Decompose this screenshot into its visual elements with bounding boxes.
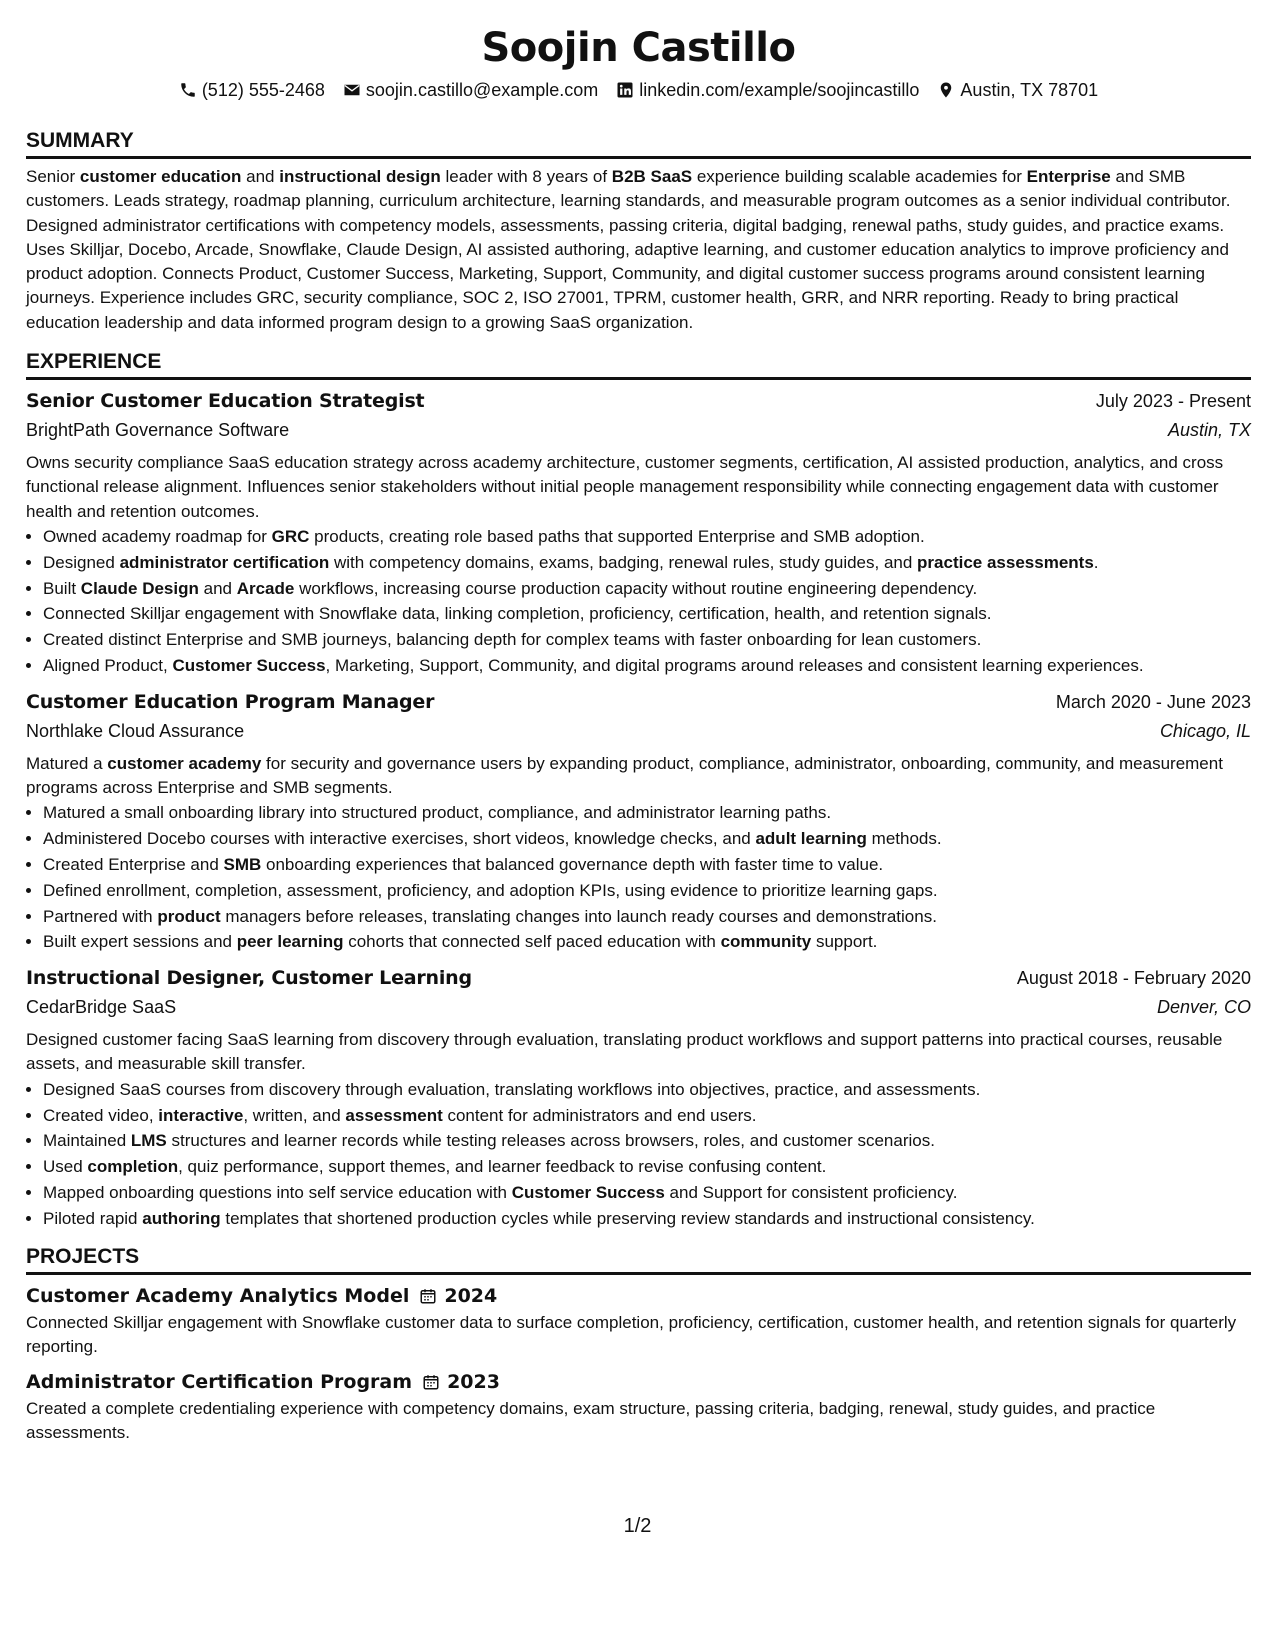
job-subheader (26, 992, 1251, 1022)
text-run: . (1093, 552, 1099, 572)
email-text: soojin.castillo@example.com (365, 80, 599, 100)
job-title: Customer Education Program Manager (26, 690, 435, 713)
job-header (26, 386, 1251, 416)
text-run: Owned academy roadmap for (43, 526, 272, 546)
bold-text: adult learning (755, 829, 867, 849)
text-run: Designed SaaS courses from discovery through evaluation, translating workflows into objectives, practice, and assessments. (43, 1079, 981, 1099)
bullet-item (43, 929, 1251, 955)
text-run: Created distinct Enterprise and SMB journeys, balancing depth for complex teams with faster onboarding for lean customers. (43, 630, 982, 650)
company-name: BrightPath Governance Software (26, 420, 290, 441)
text-run: Built expert sessions and (43, 932, 237, 952)
bold-text: customer education (79, 167, 242, 186)
text-run: Senior (26, 167, 80, 186)
text-run: and Support for consistent proficiency. (664, 1182, 958, 1202)
text-run: Piloted rapid (43, 1208, 143, 1228)
text-run: and (241, 167, 280, 186)
job-entry (26, 386, 1251, 679)
job-location: Chicago, IL (1159, 720, 1251, 741)
bold-text: practice assessments (917, 552, 1094, 572)
text-run: content for administrators and end users. (442, 1105, 757, 1125)
text-run: managers before releases, translating changes into launch ready courses and demonstrations. (220, 906, 937, 926)
job-location: Denver, CO (1156, 997, 1251, 1018)
text-run: workflows, increasing course production capacity without routine engineering dependency. (294, 578, 978, 598)
bold-text: LMS (130, 1131, 167, 1151)
bold-text: SMB (223, 854, 262, 874)
text-run: support. (811, 932, 878, 952)
text-run: Created video, (43, 1105, 159, 1125)
projects-section (26, 1244, 1251, 1446)
job-entry (26, 963, 1251, 1231)
contact-location (937, 78, 1098, 102)
job-location: Austin, TX (1167, 420, 1251, 441)
job-list (26, 386, 1251, 1231)
bullet-item (43, 904, 1251, 930)
text-run: structures and learner records while testing releases across browsers, roles, and customer scenarios. (166, 1131, 935, 1151)
map-pin-icon (937, 81, 955, 99)
bold-text: instructional design (279, 167, 441, 186)
text-run: , quiz performance, support themes, and learner feedback to revise confusing content. (178, 1157, 827, 1177)
text-run: , written, and (243, 1105, 346, 1125)
phone-text: (512) 555-2468 (201, 80, 325, 100)
bullet-item (43, 878, 1251, 904)
text-run: Connected Skilljar engagement with Snowflake data, linking completion, proficiency, certification, health, and retention signals. (43, 604, 992, 624)
bold-text: Customer Success (511, 1182, 665, 1202)
experience-section (26, 349, 1251, 1231)
project-entry (26, 1281, 1251, 1360)
text-run: Used (43, 1157, 88, 1177)
bold-text: Customer Success (172, 655, 326, 675)
linkedin-icon (616, 81, 634, 99)
text-run: for security and governance users by expanding product, compliance, administrator, onboarding, community, and measurement programs across Enterprise and SMB segments. (26, 753, 1223, 798)
bullet-item (43, 1103, 1251, 1129)
bold-text: administrator certification (119, 552, 330, 572)
job-title: Senior Customer Education Strategist (26, 390, 425, 413)
project-header (26, 1281, 1251, 1311)
bullet-item (43, 1180, 1251, 1206)
job-header (26, 963, 1251, 993)
resume-page (26, 0, 1251, 1446)
job-entry (26, 687, 1251, 955)
text-run: products, creating role based paths that supported Enterprise and SMB adoption. (309, 526, 925, 546)
text-run: Matured a small onboarding library into structured product, compliance, and administrator learning paths. (43, 803, 832, 823)
project-entry (26, 1367, 1251, 1446)
project-year (422, 1367, 500, 1397)
bold-text: GRC (271, 526, 310, 546)
bold-text: completion (87, 1157, 179, 1177)
bold-text: assessment (345, 1105, 443, 1125)
text-run: Mapped onboarding questions into self service education with (43, 1182, 512, 1202)
phone-icon (179, 81, 197, 99)
text-run: Partnered with (43, 906, 158, 926)
bullet-item (43, 826, 1251, 852)
bullet-list (26, 524, 1251, 679)
text-run: leader with 8 years of (440, 167, 612, 186)
bullet-item (43, 653, 1251, 679)
bold-text: Enterprise (1026, 167, 1111, 186)
bold-text: community (720, 932, 812, 952)
text-run: onboarding experiences that balanced governance depth with faster time to value. (261, 854, 884, 874)
bold-text: B2B SaaS (611, 167, 693, 186)
text-run: cohorts that connected self paced education with (343, 932, 721, 952)
project-year (419, 1281, 497, 1311)
text-run: Owns security compliance SaaS education strategy across academy architecture, customer segments, certification, AI assisted production, analytics, and cross functional release alignment. Influences senior stakeholders without initial people management responsibility while connecting engagement data with customer health and retention outcomes. (26, 453, 1224, 521)
bullet-item (43, 852, 1251, 878)
contact-bar (26, 78, 1251, 102)
job-description (26, 451, 1251, 524)
bold-text: authoring (142, 1208, 221, 1228)
project-year-text: 2024 (444, 1284, 498, 1307)
section-title: EXPERIENCE (26, 349, 1251, 380)
project-list (26, 1281, 1251, 1446)
bullet-item (43, 601, 1251, 627)
text-run: Maintained (43, 1131, 131, 1151)
bullet-item (43, 1154, 1251, 1180)
text-run: with competency domains, exams, badging, renewal rules, study guides, and (329, 552, 918, 572)
candidate-name: Soojin Castillo (481, 25, 796, 71)
bullet-item (43, 1128, 1251, 1154)
page-number: 1/2 (623, 1515, 652, 1537)
text-run: Defined enrollment, completion, assessment, proficiency, and adoption KPIs, using evidence to prioritize learning gaps. (43, 880, 938, 900)
job-subheader (26, 415, 1251, 445)
bullet-item (43, 550, 1251, 576)
job-dates: March 2020 - June 2023 (1055, 691, 1251, 712)
bullet-item (43, 800, 1251, 826)
company-name: Northlake Cloud Assurance (26, 720, 245, 741)
job-title: Instructional Designer, Customer Learning (26, 967, 472, 990)
bullet-item (43, 1077, 1251, 1103)
project-name: Customer Academy Analytics Model (26, 1284, 410, 1307)
job-header (26, 687, 1251, 717)
text-run: Built (43, 578, 81, 598)
bold-text: interactive (158, 1105, 244, 1125)
text-run: Matured a (26, 753, 108, 773)
job-description (26, 752, 1251, 801)
bullet-item (43, 524, 1251, 550)
section-title: SUMMARY (26, 128, 1251, 159)
project-description: Connected Skilljar engagement with Snowflake customer data to surface completion, proficiency, certification, customer health, and retention signals for quarterly reporting. (26, 1312, 1237, 1356)
bullet-list (26, 800, 1251, 955)
linkedin-text: linkedin.com/example/soojincastillo (639, 80, 920, 100)
summary-text (26, 165, 1251, 335)
section-title: PROJECTS (26, 1244, 1251, 1275)
job-dates: August 2018 - February 2020 (1016, 968, 1251, 989)
bold-text: customer academy (107, 753, 262, 773)
text-run: templates that shortened production cycles while preserving review standards and instructional consistency. (220, 1208, 1035, 1228)
bold-text: product (157, 906, 221, 926)
project-name: Administrator Certification Program (26, 1371, 413, 1394)
text-run: Designed (43, 552, 120, 572)
text-run: methods. (866, 829, 942, 849)
bullet-item (43, 576, 1251, 602)
envelope-icon (343, 81, 361, 99)
bullet-item (43, 1206, 1251, 1232)
project-description: Created a complete credentialing experience with competency domains, exam structure, passing criteria, badging, renewal, study guides, and practice assessments. (26, 1399, 1156, 1443)
calendar-icon (419, 1287, 437, 1305)
text-run: Created Enterprise and (43, 854, 224, 874)
bold-text: Claude Design (80, 578, 199, 598)
contact-email[interactable] (343, 78, 598, 102)
text-run: Administered Docebo courses with interactive exercises, short videos, knowledge checks, and (43, 829, 756, 849)
text-run: Designed customer facing SaaS learning from discovery through evaluation, translating product workflows and support patterns into practical courses, reusable assets, and measurable skill transfer. (26, 1030, 1223, 1074)
text-run: and SMB customers. Leads strategy, roadmap planning, curriculum architecture, learning standards, and measurable program outcomes as a senior individual contributor. Designed administrator certifications with competency models, assessments, passing criteria, digital badging, renewal paths, study guides, and practice exams. Uses Skilljar, Docebo, Arcade, Snowflake, Claude Design, AI assisted authoring, adaptive learning, and customer education analytics to improve proficiency and product adoption. Connects Product, Customer Success, Marketing, Support, Community, and digital customer success programs around consistent learning journeys. Experience includes GRC, security compliance, SOC 2, ISO 27001, TPRM, customer health, GRR, and NRR reporting. Ready to bring practical education leadership and data informed program design to a growing SaaS organization. (26, 167, 1231, 332)
bullet-list (26, 1077, 1251, 1232)
contact-phone[interactable] (179, 78, 325, 102)
project-year-text: 2023 (447, 1371, 500, 1394)
bullet-item (43, 627, 1251, 653)
calendar-icon (422, 1373, 440, 1391)
location-text: Austin, TX 78701 (960, 80, 1099, 100)
text-run: and (198, 578, 237, 598)
project-header (26, 1367, 1251, 1397)
bold-text: Arcade (236, 578, 295, 598)
text-run: , Marketing, Support, Community, and digital programs around releases and consistent learning experiences. (325, 655, 1144, 675)
contact-linkedin[interactable] (616, 78, 919, 102)
summary-section (26, 128, 1251, 335)
job-description (26, 1028, 1251, 1077)
company-name: CedarBridge SaaS (26, 997, 177, 1018)
text-run: Aligned Product, (43, 655, 173, 675)
job-dates: July 2023 - Present (1095, 391, 1251, 412)
text-run: experience building scalable academies for (692, 167, 1027, 186)
job-subheader (26, 716, 1251, 746)
bold-text: peer learning (236, 932, 344, 952)
